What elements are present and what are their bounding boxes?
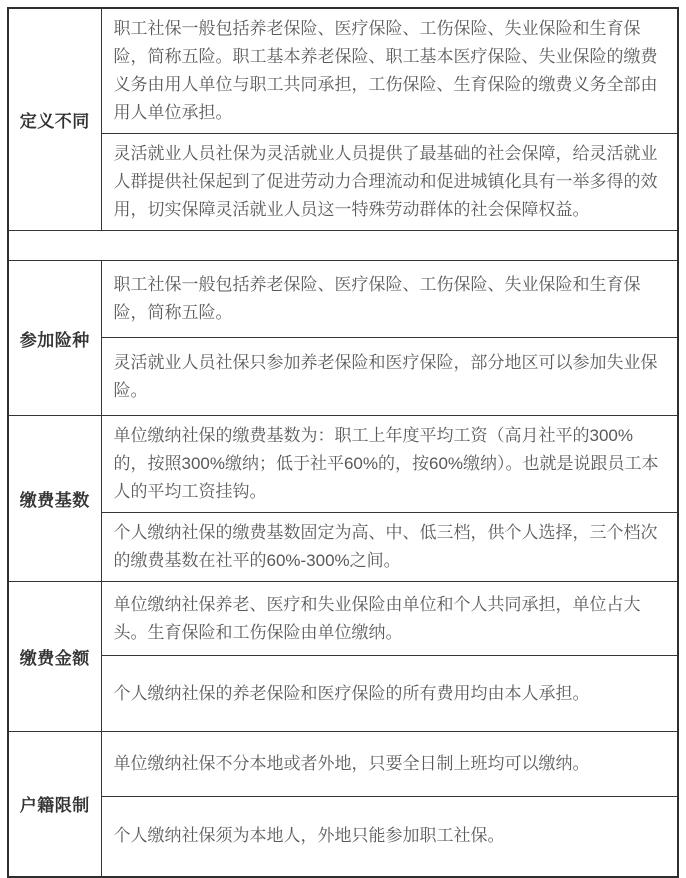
row-header-payment-base: 缴费基数 [8,416,101,582]
row-header-insurance-types: 参加险种 [8,261,101,416]
spacer-cell [8,231,678,261]
row-header-payment-amount: 缴费金额 [8,582,101,732]
cell-household-individual: 个人缴纳社保须为本地人，外地只能参加职工社保。 [101,797,678,877]
spacer-row [8,231,678,261]
cell-payment-amount-employer: 单位缴纳社保养老、医疗和失业保险由单位和个人共同承担，单位占大头。生育保险和工伤保险由单位缴纳。 [101,582,678,656]
table-row [8,732,678,797]
cell-insurance-types-flexible: 灵活就业人员社保只参加养老保险和医疗保险，部分地区可以参加失业保险。 [101,338,678,416]
cell-payment-base-employer: 单位缴纳社保的缴费基数为：职工上年度平均工资（高月社平的300%的，按照300%缴纳；低于社平60%的，按60%缴纳）。也就是说跟员工本人的平均工资挂钩。 [101,416,678,513]
table-row [8,338,678,416]
cell-definition-flexible: 灵活就业人员社保为灵活就业人员提供了最基础的社会保障，给灵活就业人群提供社保起到了促进劳动力合理流动和促进城镇化具有一举多得的效用，切实保障灵活就业人员这一特殊劳动群体的社会保障权益。 [101,134,678,231]
cell-payment-base-individual: 个人缴纳社保的缴费基数固定为高、中、低三档，供个人选择，三个档次的缴费基数在社平的60%-300%之间。 [101,513,678,582]
table-row [8,513,678,582]
table-row [8,656,678,732]
table-row [8,8,678,134]
table-row [8,261,678,338]
cell-payment-amount-individual: 个人缴纳社保的养老保险和医疗保险的所有费用均由本人承担。 [101,656,678,732]
table-row [8,582,678,656]
table-row [8,134,678,231]
cell-household-employer: 单位缴纳社保不分本地或者外地，只要全日制上班均可以缴纳。 [101,732,678,797]
table-row [8,797,678,877]
table-row [8,416,678,513]
cell-insurance-types-employee: 职工社保一般包括养老保险、医疗保险、工伤保险、失业保险和生育保险，简称五险。 [101,261,678,338]
social-insurance-comparison-table [7,7,679,878]
cell-definition-employee: 职工社保一般包括养老保险、医疗保险、工伤保险、失业保险和生育保险，简称五险。职工基本养老保险、职工基本医疗保险、失业保险的缴费义务由用人单位与职工共同承担，工伤保险、生育保险的缴费义务全部由用人单位承担。 [101,8,678,134]
row-header-household-registration: 户籍限制 [8,732,101,877]
row-header-definition: 定义不同 [8,8,101,231]
